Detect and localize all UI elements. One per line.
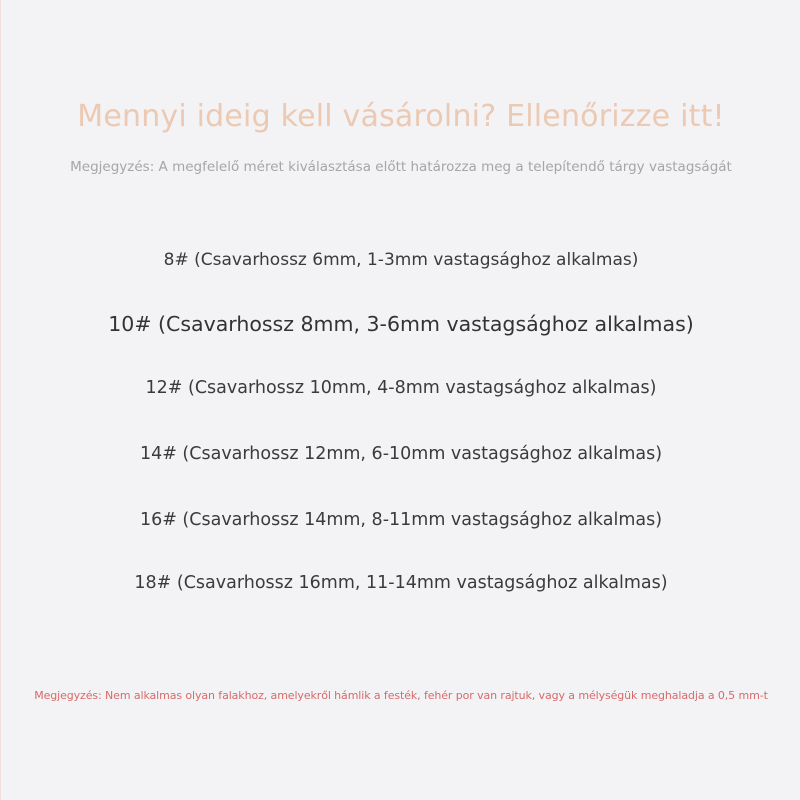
page-title: Mennyi ideig kell vásárolni? Ellenőrizze itt! [77, 99, 725, 134]
size-option-14: 14# (Csavarhossz 12mm, 6-10mm vastagsághoz alkalmas) [139, 444, 663, 464]
size-option-12: 12# (Csavarhossz 10mm, 4-8mm vastagsághoz alkalmas) [145, 378, 657, 398]
size-option-10: 10# (Csavarhossz 8mm, 3-6mm vastagsághoz alkalmas) [108, 312, 694, 336]
size-option-16: 16# (Csavarhossz 14mm, 8-11mm vastagsághoz alkalmas) [139, 510, 663, 530]
size-option-18: 18# (Csavarhossz 16mm, 11-14mm vastagsághoz alkalmas) [134, 573, 668, 593]
size-option-list [1, 0, 800, 800]
warning-footnote: Megjegyzés: Nem alkalmas olyan falakhoz, amelyekről hámlik a festék, fehér por van rajtuk, vagy a mélységük meghaladja a 0,5 mm-t [34, 689, 768, 702]
size-option-8: 8# (Csavarhossz 6mm, 1-3mm vastagsághoz alkalmas) [163, 250, 639, 270]
selection-note: Megjegyzés: A megfelelő méret kiválasztása előtt határozza meg a telepítendő tárgy vastagságát [70, 159, 732, 175]
